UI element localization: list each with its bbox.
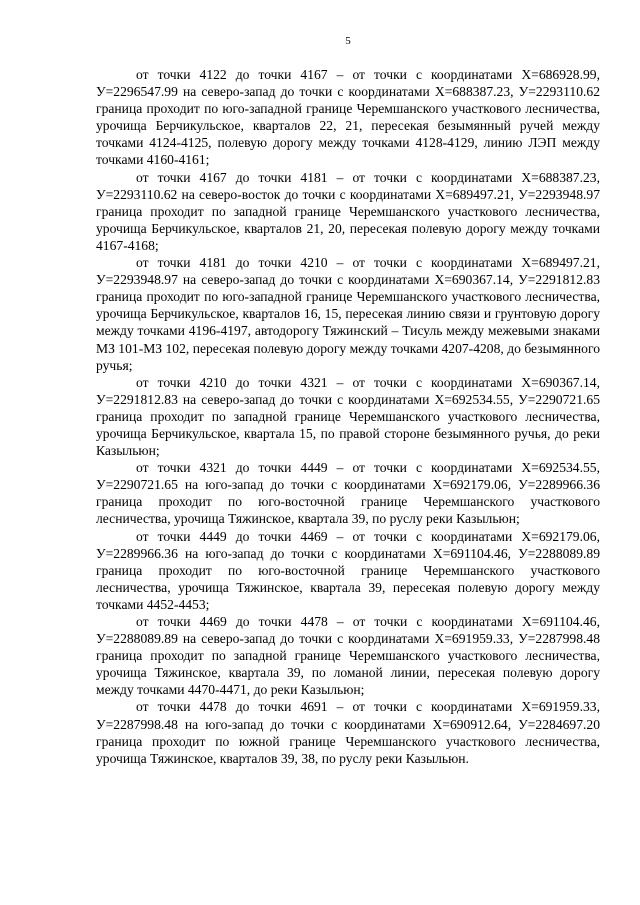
boundary-segment-paragraph: от точки 4122 до точки 4167 – от точки с координатами Х=686928.99, У=2296547.99 на северо-запад до точки с координатами Х=688387.23, У=2293110.62 граница проходит по юго-западной границе Черемшанского участкового лесничества, урочища Берчикульское, кварталов 22, 21, пересекая безымянный ручей между точками 4124-4125, полевую дорогу между точками 4128-4129, линию ЛЭП между точками 4160-4161; xyxy=(96,67,600,168)
boundary-segment-paragraph: от точки 4210 до точки 4321 – от точки с координатами Х=690367.14, У=2291812.83 на северо-запад до точки с координатами Х=692534.55, У=2290721.65 граница проходит по западной границе Черемшанского участкового лесничества, урочища Берчикульское, квартала 15, по правой стороне безымянного ручья, до реки Казыльюн; xyxy=(96,374,600,459)
boundary-segment-paragraph: от точки 4469 до точки 4478 – от точки с координатами Х=691104.46, У=2288089.89 на северо-запад до точки с координатами Х=691959.33, У=2287998.48 граница проходит по западной границе Черемшанского участкового лесничества, урочища Тяжинское, квартала 39, по ломаной линии, пересекая полевую дорогу между точками 4470-4471, до реки Казыльюн; xyxy=(96,614,600,698)
boundary-segment-paragraph: от точки 4449 до точки 4469 – от точки с координатами Х=692179.06, У=2289966.36 на юго-запад до точки с координатами Х=691104.46, У=2288089.89 граница проходит по юго-восточной границе Черемшанского участкового лесничества, урочища Тяжинское, квартала 39, пересекая полевую дорогу между точками 4452-4453; xyxy=(96,528,600,612)
page-number: 5 xyxy=(345,35,351,47)
boundary-segment-paragraph: от точки 4478 до точки 4691 – от точки с координатами Х=691959.33, У=2287998.48 на юго-запад до точки с координатами Х=690912.64, У=2284697.20 граница проходит по южной границе Черемшанского участкового лесничества, урочища Тяжинское, кварталов 39, 38, по руслу реки Казыльюн. xyxy=(96,699,600,766)
boundary-segment-paragraph: от точки 4181 до точки 4210 – от точки с координатами Х=689497.21, У=2293948.97 на северо-запад до точки с координатами Х=690367.14, У=2291812.83 граница проходит по юго-западной границе Черемшанского участкового лесничества, урочища Берчикульское, кварталов 16, 15, пересекая линию связи и грунтовую дорогу между точками 4196-4197, автодорогу Тяжинский – Тисуль между межевыми знаками МЗ 101-МЗ 102, пересекая полевую дорогу между точками 4207-4208, до безымянного ручья; xyxy=(96,255,600,373)
boundary-segment-paragraph: от точки 4321 до точки 4449 – от точки с координатами Х=692534.55, У=2290721.65 на юго-запад до точки с координатами Х=692179.06, У=2289966.36 граница проходит по юго-восточной границе Черемшанского участкового лесничества, урочища Тяжинское, квартала 39, по руслу реки Казыльюн; xyxy=(96,460,600,527)
boundary-segment-paragraph: от точки 4167 до точки 4181 – от точки с координатами Х=688387.23, У=2293110.62 на северо-восток до точки с координатами Х=689497.21, У=2293948.97 граница проходит по западной границе Черемшанского участкового лесничества, урочища Берчикульское, кварталов 21, 20, пересекая полевую дорогу между точками 4167-4168; xyxy=(96,169,600,253)
